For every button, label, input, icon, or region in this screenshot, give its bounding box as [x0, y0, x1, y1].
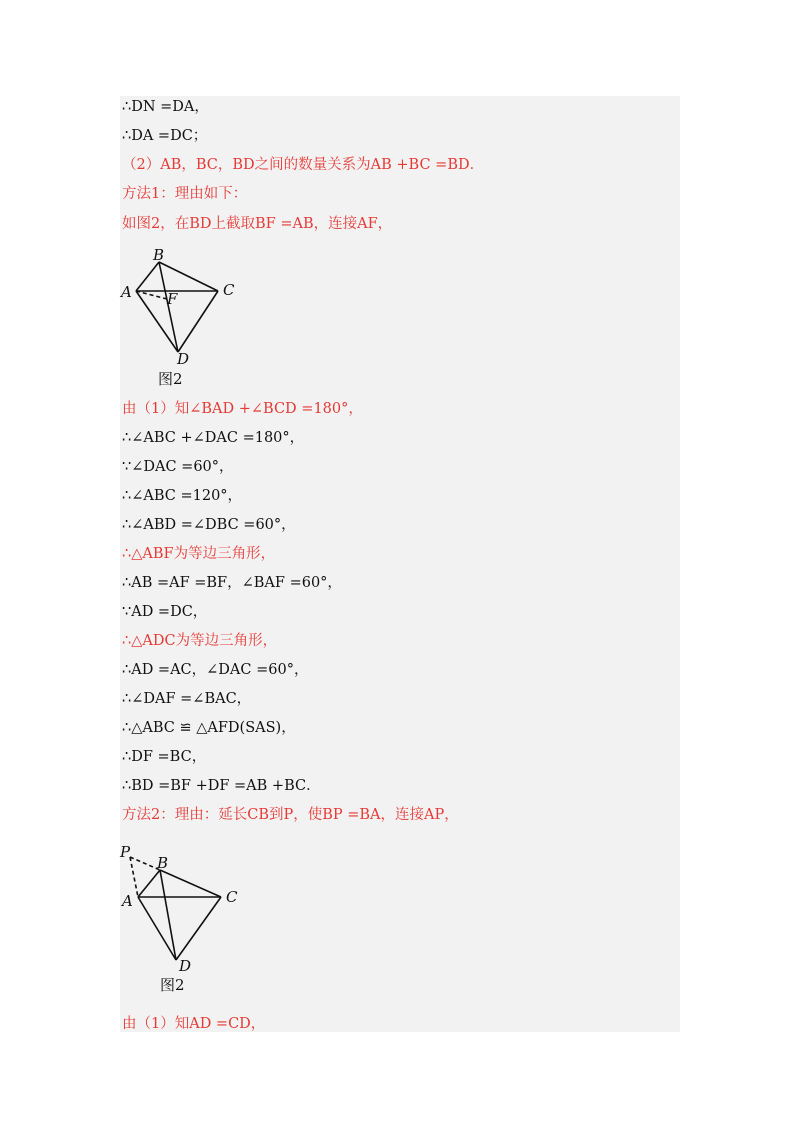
text-line: ∴∠ABD =∠DBC =60°，	[122, 517, 296, 533]
point-label-a: A	[122, 892, 133, 910]
point-label-d: D	[179, 957, 192, 975]
text-line: ∴DF =BC，	[122, 749, 207, 765]
point-label-c: C	[226, 888, 238, 906]
text-line: ∴AD =AC，∠DAC =60°，	[122, 662, 309, 678]
text-line: 方法2：理由：延长CB到P，使BP =BA，连接AP，	[122, 807, 459, 823]
text-line: ∵∠DAC =60°，	[122, 459, 234, 475]
text-line: ∴∠DAF =∠BAC，	[122, 691, 252, 707]
text-line: 如图2，在BD上截取BF =AB，连接AF，	[122, 216, 393, 232]
text-line: ∴DA =DC；	[122, 128, 208, 144]
text-line: ∴BD =BF +DF =AB +BC．	[122, 778, 321, 794]
text-line: ∴∠ABC =120°，	[122, 488, 243, 504]
text-line: （2）AB，BC，BD之间的数量关系为AB +BC =BD．	[122, 157, 485, 173]
geometry-figure-2	[118, 840, 258, 1000]
geometry-figure-1	[118, 244, 258, 394]
text-line: ∵AD =DC，	[122, 604, 208, 620]
text-line: ∴△ABF为等边三角形，	[122, 546, 276, 562]
text-line: ∴AB =AF =BF，∠BAF =60°，	[122, 575, 342, 591]
figure-caption: 图2	[158, 370, 183, 388]
point-label-b: B	[153, 246, 165, 264]
text-line: ∴△ADC为等边三角形，	[122, 633, 278, 649]
point-label-p: P	[120, 843, 131, 861]
figure-caption: 图2	[160, 976, 185, 994]
text-line: 由（1）知∠BAD +∠BCD =180°，	[122, 401, 363, 417]
text-line: ∴△ABC ≌ △AFD(SAS)，	[122, 720, 296, 736]
text-line: 由（1）知AD =CD，	[122, 1016, 266, 1032]
text-line: 方法1：理由如下：	[122, 186, 248, 202]
point-label-b: B	[157, 854, 169, 872]
point-label-d: D	[177, 350, 190, 368]
point-label-c: C	[223, 281, 235, 299]
text-line: ∴∠ABC +∠DAC =180°，	[122, 430, 305, 446]
text-line: ∴DN =DA，	[122, 99, 209, 115]
point-label-f: F	[167, 290, 178, 308]
point-label-a: A	[121, 283, 132, 301]
